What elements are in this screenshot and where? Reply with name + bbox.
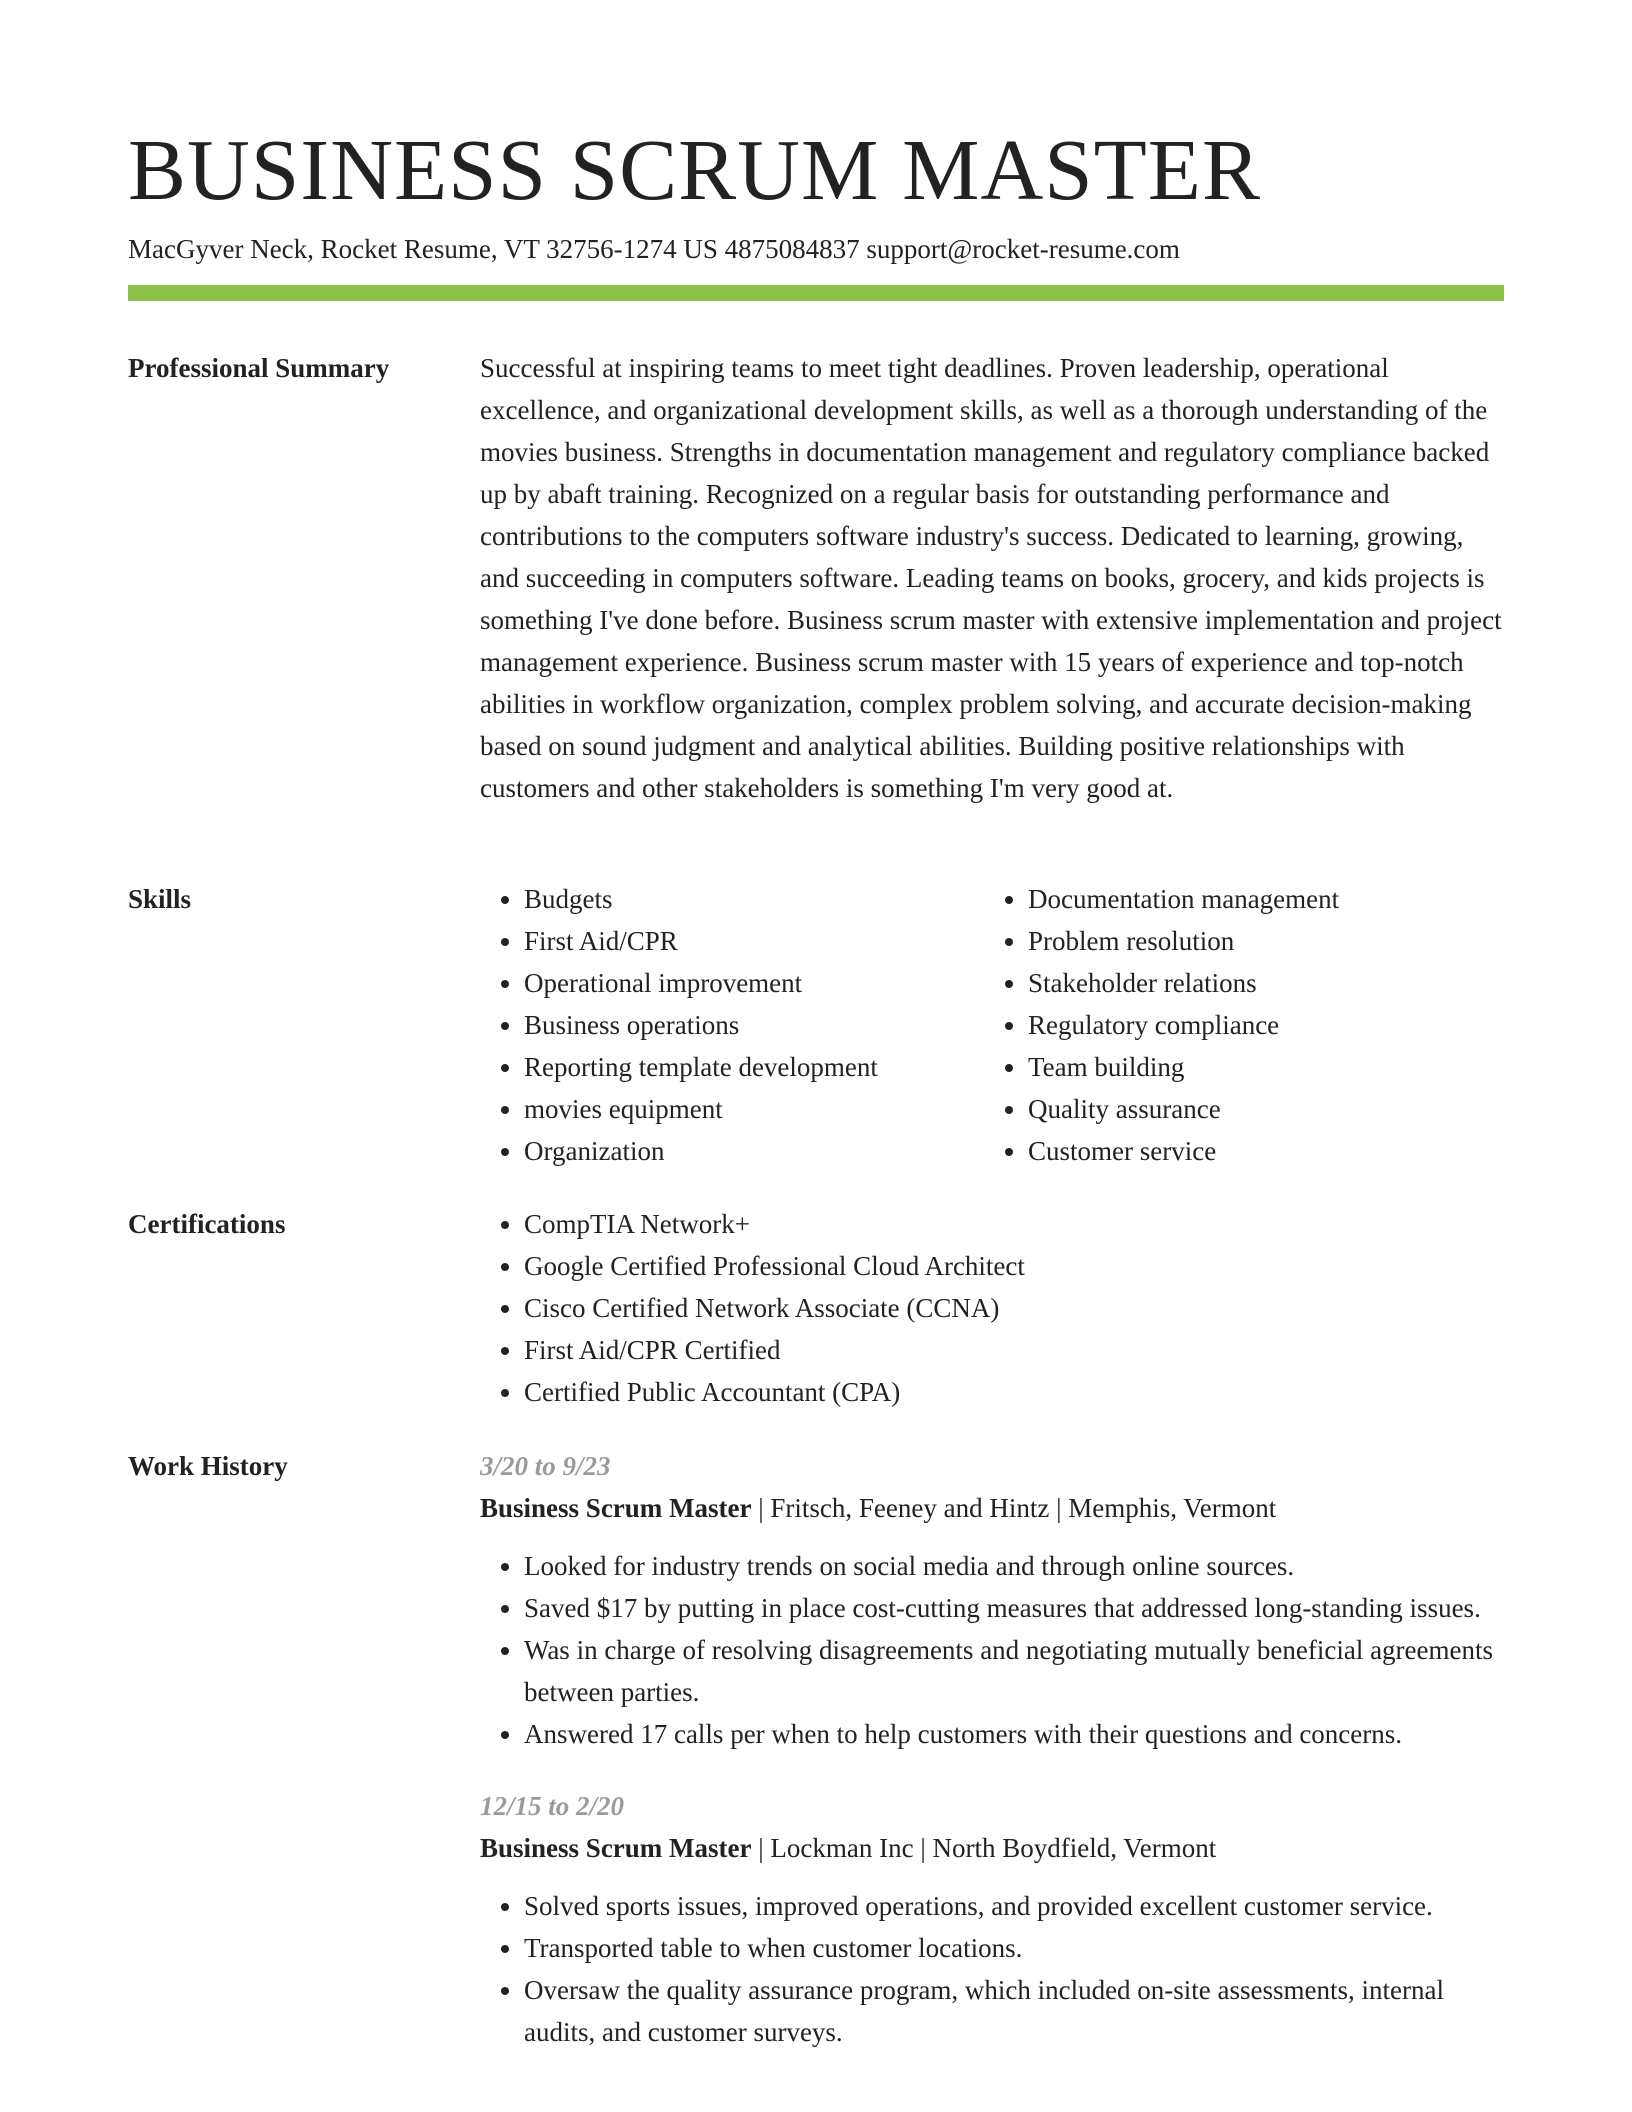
job-dates: 3/20 to 9/23 (480, 1451, 611, 1481)
certification-item: • Google Certified Professional Cloud Architect (524, 1245, 1504, 1287)
skills-list-right (984, 878, 1488, 1172)
skill-item: • Stakeholder relations (1028, 962, 1488, 1004)
job-details: | Fritsch, Feeney and Hintz | Memphis, Vermont (751, 1493, 1277, 1523)
certifications-list (480, 1203, 1504, 1413)
skill-item: • Operational improvement (524, 962, 984, 1004)
certifications-heading: Certifications (128, 1209, 286, 1239)
job-bullet: • Transported table to when customer locations. (524, 1927, 1504, 1969)
job-bullet: • Looked for industry trends on social media and through online sources. (524, 1545, 1504, 1587)
certification-item: • Cisco Certified Network Associate (CCNA) (524, 1287, 1504, 1329)
job-heading (480, 1827, 1504, 1869)
skill-item: • Quality assurance (1028, 1088, 1488, 1130)
job-bullet: • Was in charge of resolving disagreements and negotiating mutually beneficial agreements between parties. (524, 1629, 1504, 1713)
skill-item: • Documentation management (1028, 878, 1488, 920)
certification-item: • Certified Public Accountant (CPA) (524, 1371, 1504, 1413)
skill-item: • First Aid/CPR (524, 920, 984, 962)
job-title: Business Scrum Master (480, 1833, 752, 1863)
accent-rule (128, 285, 1504, 301)
skill-item: • Reporting template development (524, 1046, 984, 1088)
job-heading (480, 1487, 1504, 1529)
skill-item: • Organization (524, 1130, 984, 1172)
job-entry (480, 1785, 1504, 2053)
skill-item: • Budgets (524, 878, 984, 920)
skill-item: • movies equipment (524, 1088, 984, 1130)
summary-heading: Professional Summary (128, 353, 390, 383)
job-title: Business Scrum Master (480, 1493, 752, 1523)
resume-name: BUSINESS SCRUM MASTER (128, 121, 1261, 218)
certification-item: • First Aid/CPR Certified (524, 1329, 1504, 1371)
job-dates: 12/15 to 2/20 (480, 1791, 625, 1821)
skill-item: • Team building (1028, 1046, 1488, 1088)
skill-item: • Business operations (524, 1004, 984, 1046)
job-bullets (480, 1545, 1504, 1755)
skill-item: • Problem resolution (1028, 920, 1488, 962)
skills-list-left (480, 878, 984, 1172)
skill-item: • Customer service (1028, 1130, 1488, 1172)
skill-item: • Regulatory compliance (1028, 1004, 1488, 1046)
job-details: | Lockman Inc | North Boydfield, Vermont (751, 1833, 1217, 1863)
job-bullet: • Answered 17 calls per when to help customers with their questions and concerns. (524, 1713, 1504, 1755)
job-entry (480, 1445, 1504, 1755)
work-history-heading: Work History (128, 1451, 288, 1481)
job-bullet: • Solved sports issues, improved operations, and provided excellent customer service. (524, 1885, 1504, 1927)
job-bullet: • Oversaw the quality assurance program, which included on-site assessments, internal audits, and customer surveys. (524, 1969, 1504, 2053)
job-bullet: • Saved $17 by putting in place cost-cutting measures that addressed long-standing issues. (524, 1587, 1504, 1629)
summary-text: Successful at inspiring teams to meet tight deadlines. Proven leadership, operational excellence, and organizational development skills, as well as a thorough understanding of the movies business. Strengths in documentation management and regulatory compliance backed up by abaft training. Recognized on a regular basis for outstanding performance and contributions to the computers software industry's success. Dedicated to learning, growing, and succeeding in computers software. Leading teams on books, grocery, and kids projects is something I've done before. Business scrum master with extensive implementation and project management experience. Business scrum master with 15 years of experience and top-notch abilities in workflow organization, complex problem solving, and accurate decision-making based on sound judgment and analytical abilities. Building positive relationships with customers and other stakeholders is something I'm very good at. (480, 353, 1502, 803)
contact-info: MacGyver Neck, Rocket Resume, VT 32756-1274 US 4875084837 support@rocket-resume.com (128, 234, 1180, 264)
certification-item: • CompTIA Network+ (524, 1203, 1504, 1245)
job-bullets (480, 1885, 1504, 2053)
skills-heading: Skills (128, 884, 192, 914)
